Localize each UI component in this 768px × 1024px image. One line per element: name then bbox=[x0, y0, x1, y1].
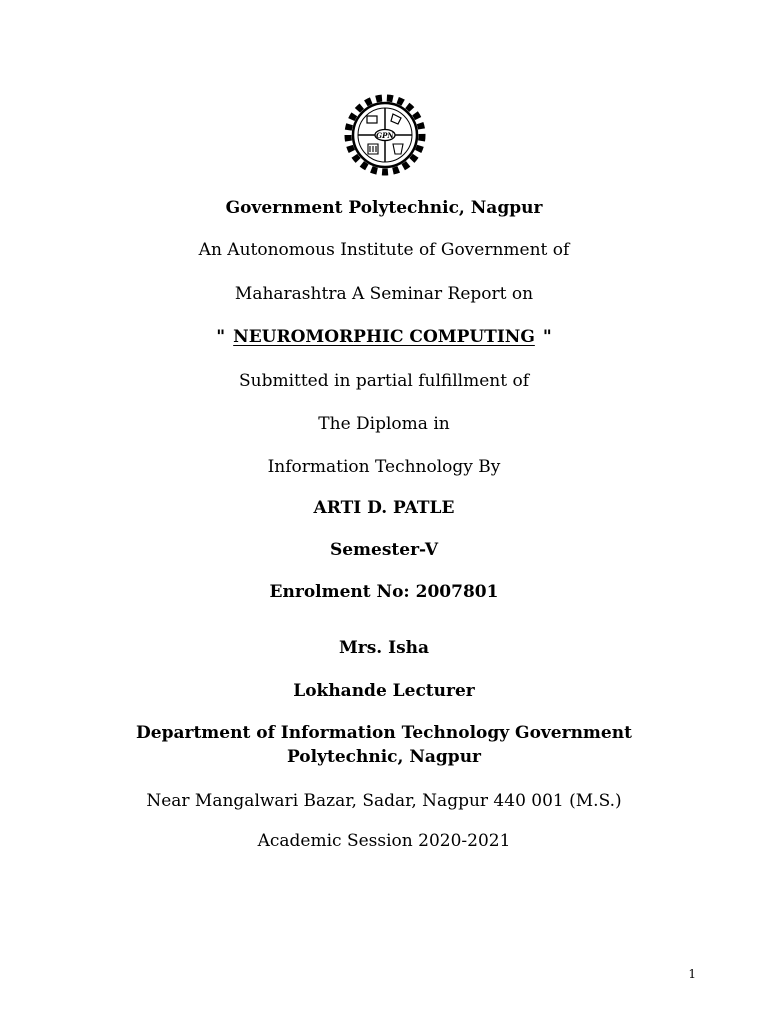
guide-name: Mrs. Isha bbox=[338, 638, 430, 658]
page-number: 1 bbox=[688, 967, 696, 981]
title-open-quote: " bbox=[216, 327, 226, 347]
autonomous-line: An Autonomous Institute of Government of bbox=[198, 240, 570, 260]
gear-emblem-icon bbox=[348, 98, 422, 172]
branch-line: Information Technology By bbox=[267, 457, 501, 477]
institute-logo bbox=[343, 94, 427, 176]
student-name: ARTI D. PATLE bbox=[313, 498, 455, 518]
academic-session: Academic Session 2020-2021 bbox=[257, 831, 511, 851]
diploma-line: The Diploma in bbox=[318, 414, 450, 434]
institute-name: Government Polytechnic, Nagpur bbox=[225, 198, 543, 218]
guide-title: Lokhande Lecturer bbox=[293, 681, 475, 701]
report-line: Maharashtra A Seminar Report on bbox=[234, 284, 534, 304]
report-title bbox=[0, 326, 768, 348]
semester: Semester-V bbox=[329, 540, 439, 560]
logo-text: GPN bbox=[376, 131, 394, 140]
title-close-quote: " bbox=[542, 327, 552, 347]
address: Near Mangalwari Bazar, Sadar, Nagpur 440 001 (M.S.) bbox=[146, 791, 622, 811]
title-text: NEUROMORPHIC COMPUTING bbox=[233, 327, 535, 347]
department: Department of Information Technology Government Polytechnic, Nagpur bbox=[136, 723, 632, 767]
submitted-line: Submitted in partial fulfillment of bbox=[238, 371, 529, 391]
enrolment-number: Enrolment No: 2007801 bbox=[269, 582, 499, 602]
